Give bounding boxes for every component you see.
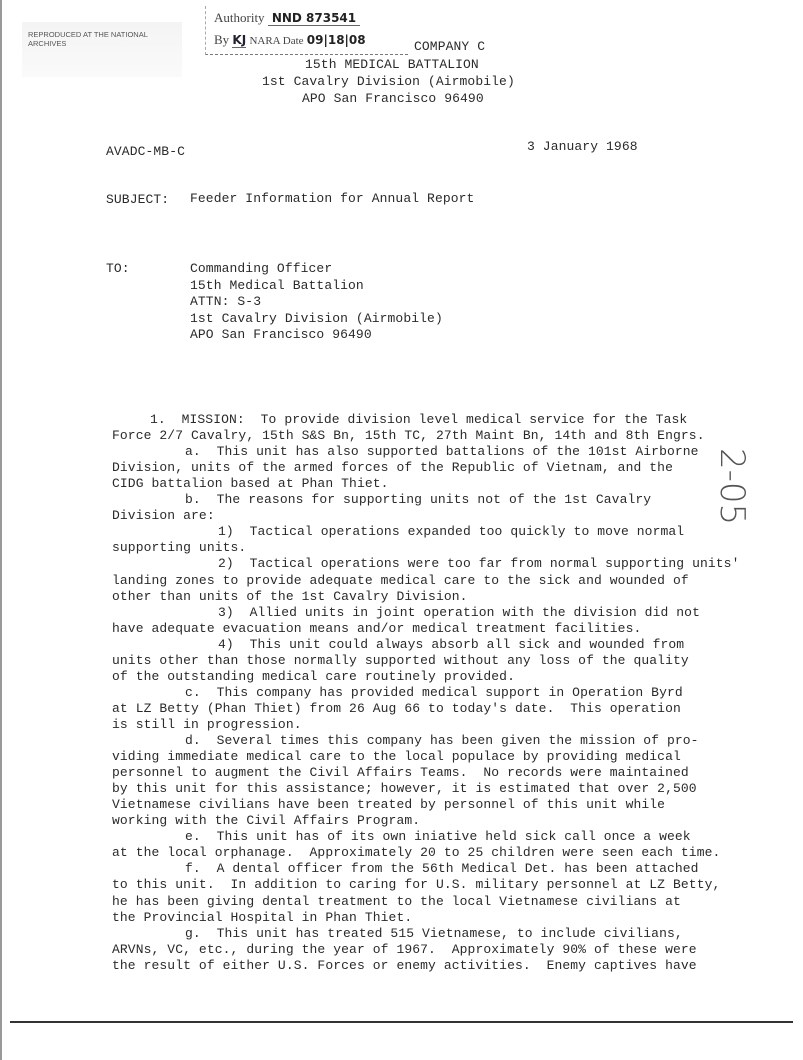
body-line: to this unit. In addition to caring for U.S. military personnel at LZ Betty, xyxy=(112,877,721,893)
archives-stamp-text: REPRODUCED AT THE NATIONAL ARCHIVES xyxy=(28,30,148,48)
body-line: c. This company has provided medical support in Operation Byrd xyxy=(185,684,683,700)
body-line: Division are: xyxy=(112,508,215,524)
body-line: he has been giving dental treatment to the local Vietnamese civilians at xyxy=(112,893,681,909)
scan-edge xyxy=(0,0,2,1060)
body-line: Vietnamese civilians have been treated by personnel of this unit while xyxy=(112,797,666,813)
letterhead-company: COMPANY C xyxy=(414,39,486,54)
body-line: e. This unit has of its own iniative held sick call once a week xyxy=(185,829,691,845)
body-line: f. A dental officer from the 56th Medical Det. has been attached xyxy=(185,861,699,877)
body-line: units other than those normally supported without any loss of the quality xyxy=(112,652,689,668)
letterhead-battalion: 15th MEDICAL BATTALION xyxy=(305,57,479,72)
to-label: TO: xyxy=(106,261,130,276)
authority-label: Authority xyxy=(214,10,265,25)
body-line: a. This unit has also supported battalions of the 101st Airborne xyxy=(185,444,699,460)
body-line: Division, units of the armed forces of the Republic of Vietnam, and the xyxy=(112,460,673,476)
body-line: by this unit for this assistance; however, it is estimated that over 2,500 xyxy=(112,781,697,797)
body-line: 3) Allied units in joint operation with the division did not xyxy=(218,604,700,620)
by-value: KJ xyxy=(232,33,247,47)
handwritten-margin-note: 2-05 xyxy=(712,448,752,526)
body-line: of the outstanding medical care routinely provided. xyxy=(112,668,515,684)
body-line: the result of either U.S. Forces or enemy activities. Enemy captives have xyxy=(112,957,697,973)
nara-declassification-stamp xyxy=(205,6,408,55)
addressee-line: 15th Medical Battalion xyxy=(190,277,364,293)
subject-label: SUBJECT: xyxy=(106,192,170,207)
bottom-rule xyxy=(10,1021,793,1023)
addressee-line: 1st Cavalry Division (Airmobile) xyxy=(190,310,443,326)
subject-text: Feeder Information for Annual Report xyxy=(190,191,475,206)
body-line: d. Several times this company has been given the mission of pro- xyxy=(185,733,699,748)
body-line: landing zones to provide adequate medical care to the sick and wounded of xyxy=(112,572,689,588)
addressee-line: APO San Francisco 96490 xyxy=(190,327,372,342)
addressee-line: ATTN: S-3 xyxy=(190,294,262,309)
body-line: working with the Civil Affairs Program. xyxy=(112,813,421,829)
body-line: personnel to augment the Civil Affairs Teams. No records were maintained xyxy=(112,765,689,781)
authority-value: NND 873541 xyxy=(268,11,360,26)
by-label: By xyxy=(214,32,230,47)
reference-code: AVADC-MB-C xyxy=(106,144,186,159)
nara-date-label: NARA Date xyxy=(249,35,304,47)
body-line: other than units of the 1st Cavalry Division. xyxy=(112,588,468,604)
body-line: have adequate evacuation means and/or medical treatment facilities. xyxy=(112,620,642,636)
nara-date-value: 09|18|08 xyxy=(306,33,366,47)
body-line: Force 2/7 Cavalry, 15th S&S Bn, 15th TC, 27th Maint Bn, 14th and 8th Engrs. xyxy=(112,428,705,444)
letter-date: 3 January 1968 xyxy=(527,139,638,154)
body-line: 1) Tactical operations expanded too quickly to move normal xyxy=(218,524,685,540)
body-line: g. This unit has treated 515 Vietnamese, to include civilians, xyxy=(185,925,683,941)
body-line: viding immediate medical care to the local populace by providing medical xyxy=(112,749,681,765)
addressee-line: Commanding Officer xyxy=(190,261,333,276)
body-line: supporting units. xyxy=(112,540,247,556)
letterhead-division: 1st Cavalry Division (Airmobile) xyxy=(262,74,515,89)
body-line: 2) Tactical operations were too far from normal supporting units' xyxy=(218,556,740,572)
archives-stamp xyxy=(22,22,182,77)
body-line: is still in progression. xyxy=(112,716,302,732)
body-line: at the local orphanage. Approximately 20 to 25 children were seen each time. xyxy=(112,845,721,861)
body-line: CIDG battalion based at Phan Thiet. xyxy=(112,476,389,492)
body-line: b. The reasons for supporting units not of the 1st Cavalry xyxy=(185,492,652,508)
letterhead-apo: APO San Francisco 96490 xyxy=(302,91,484,106)
body-line: ARVNs, VC, etc., during the year of 1967. Approximately 90% of these were xyxy=(112,941,697,957)
body-line: 1. MISSION: To provide division level medical service for the Task xyxy=(150,412,688,427)
body-line: at LZ Betty (Phan Thiet) from 26 Aug 66 to today's date. This operation xyxy=(112,700,681,716)
body-line: the Provincial Hospital in Phan Thiet. xyxy=(112,909,413,925)
body-line: 4) This unit could always absorb all sick and wounded from xyxy=(218,636,685,652)
